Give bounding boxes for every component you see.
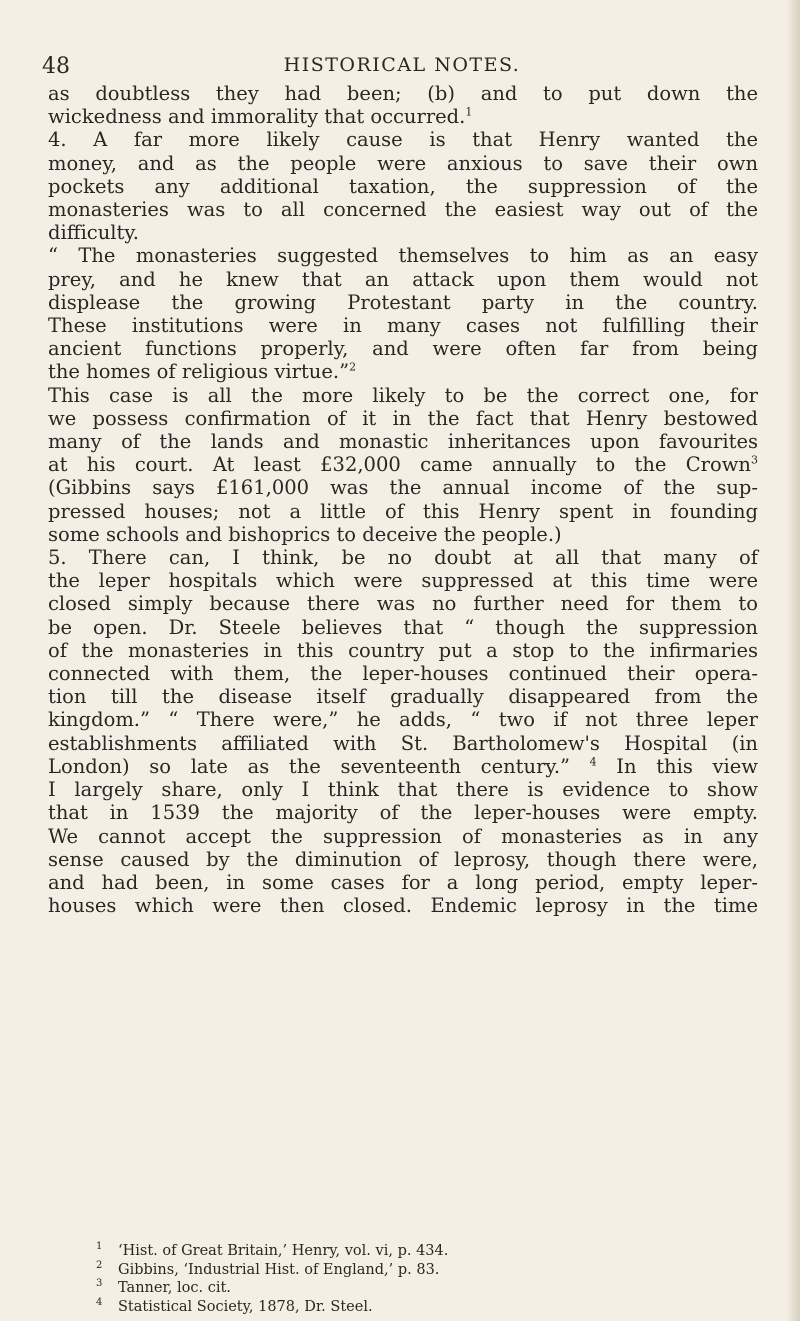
text-line — [48, 82, 758, 105]
footnote: 2 Gibbins, ‘Industrial Hist. of England,’ p. 83. — [96, 1259, 440, 1278]
text-line-content: ancient functions properly, and were often far from being — [48, 337, 758, 361]
text-line — [48, 152, 758, 175]
text-line — [48, 453, 758, 476]
text-line-content: at his court. At least £32,000 came annually to the Crown — [48, 453, 751, 477]
text-line-content: wickedness and immorality that occurred. — [48, 105, 466, 129]
text-line-content: 4. A far more likely cause is that Henry wanted the — [48, 128, 758, 152]
text-line-content: “ The monasteries suggested themselves to him as an easy — [48, 244, 758, 268]
text-line-content: I largely share, only I think that there is evidence to show — [48, 778, 758, 802]
footnote: 3 Tanner, loc. cit. — [96, 1278, 231, 1297]
text-line-content: kingdom.” “ There were,” he adds, “ two if not three leper — [48, 708, 758, 732]
text-line — [48, 360, 758, 383]
text-line-content: (Gibbins says £161,000 was the annual income of the sup- — [48, 476, 758, 500]
page-header — [42, 54, 762, 80]
text-line-content: These institutions were in many cases not fulfilling their — [48, 314, 758, 338]
footnote-text: Tanner, loc. cit. — [118, 1280, 231, 1297]
text-line-content: as doubtless they had been; (b) and to put down the — [48, 82, 758, 105]
footnote: 1 ‘Hist. of Great Britain,’ Henry, vol. vi, p. 434. — [96, 1241, 449, 1259]
footnote-reference: 4 — [589, 755, 597, 769]
text-line — [48, 175, 758, 198]
text-line-content: houses which were then closed. Endemic leprosy in the time — [48, 894, 758, 918]
text-line — [48, 430, 758, 453]
text-line — [48, 128, 758, 151]
footnote-text: ‘Hist. of Great Britain,’ Henry, vol. vi, p. 434. — [118, 1243, 449, 1259]
body-text — [48, 82, 758, 917]
text-line-content: the leper hospitals which were suppressed at this time were — [48, 569, 758, 593]
text-line-tail: In this view — [596, 754, 758, 778]
footnote-reference: 3 — [751, 453, 758, 467]
text-line-content: we possess confirmation of it in the fact that Henry bestowed — [48, 406, 758, 430]
text-line-content: that in 1539 the majority of the leper-houses were empty. — [48, 801, 758, 825]
text-line — [48, 708, 758, 731]
text-line-content: difficulty. — [48, 221, 139, 245]
footnote-reference: 1 — [465, 105, 473, 119]
footnote: 4 Statistical Society, 1878, Dr. Steel. — [96, 1296, 373, 1315]
text-line-content: establishments affiliated with St. Bartholomew's Hospital (in — [48, 731, 758, 755]
page-number: 48 — [42, 54, 70, 79]
text-line-content: pressed houses; not a little of this Henry spent in founding — [48, 499, 758, 523]
text-line — [48, 500, 758, 523]
text-line-content: sense caused by the diminution of leprosy, though there were, — [48, 847, 758, 871]
running-head: HISTORICAL NOTES. — [283, 54, 521, 76]
text-line-content: monasteries was to all concerned the easiest way out of the — [48, 198, 758, 222]
page-edge — [786, 0, 800, 1321]
text-line-content: some schools and bishoprics to deceive the people.) — [48, 522, 562, 546]
text-line — [48, 569, 758, 592]
text-line-content: 5. There can, I think, be no doubt at all that many of — [48, 546, 758, 570]
text-line-content: many of the lands and monastic inheritances upon favourites — [48, 430, 758, 454]
text-line — [48, 268, 758, 291]
text-line — [48, 592, 758, 615]
text-line — [48, 639, 758, 662]
text-line — [48, 291, 758, 314]
text-line — [48, 825, 758, 848]
text-line — [48, 384, 758, 407]
text-line — [48, 801, 758, 824]
text-line — [48, 337, 758, 360]
text-line — [48, 546, 758, 569]
text-line — [48, 407, 758, 430]
text-line — [48, 732, 758, 755]
text-line — [48, 314, 758, 337]
text-line-content: displease the growing Protestant party in the country. — [48, 290, 758, 314]
text-line — [48, 616, 758, 639]
text-line-content: pockets any additional taxation, the suppression of the — [48, 174, 758, 198]
footnote-text: Statistical Society, 1878, Dr. Steel. — [118, 1298, 373, 1315]
footnotes — [96, 1242, 756, 1316]
text-line — [48, 476, 758, 499]
text-line-content: the homes of religious virtue.” — [48, 360, 350, 384]
text-line-content: be open. Dr. Steele believes that “ though the suppression — [48, 615, 758, 639]
text-line-content: prey, and he knew that an attack upon them would not — [48, 267, 758, 291]
text-line-content: tion till the disease itself gradually disappeared from the — [48, 685, 758, 709]
text-line — [48, 662, 758, 685]
text-line — [48, 894, 758, 917]
text-line — [48, 685, 758, 708]
text-line — [48, 778, 758, 801]
text-line — [48, 198, 758, 221]
footnote-text: Gibbins, ‘Industrial Hist. of England,’ p. 83. — [118, 1261, 440, 1278]
text-line — [48, 221, 758, 244]
text-line-content: closed simply because there was no further need for them to — [48, 592, 758, 616]
text-line-content: of the monasteries in this country put a stop to the infirmaries — [48, 638, 758, 662]
text-line — [48, 871, 758, 894]
text-line — [48, 848, 758, 871]
text-line — [48, 523, 758, 546]
footnote-reference: 2 — [349, 360, 357, 374]
text-line-content: We cannot accept the suppression of monasteries as in any — [48, 824, 758, 848]
text-line — [48, 105, 758, 128]
text-line-content: connected with them, the leper-houses continued their opera- — [48, 662, 758, 686]
text-line-content: This case is all the more likely to be the correct one, for — [48, 383, 758, 407]
text-line — [48, 755, 758, 778]
text-line-content: London) so late as the seventeenth century.” — [48, 754, 590, 778]
text-line — [48, 244, 758, 267]
text-line-content: and had been, in some cases for a long period, empty leper- — [48, 870, 758, 894]
text-line-content: money, and as the people were anxious to save their own — [48, 151, 758, 175]
